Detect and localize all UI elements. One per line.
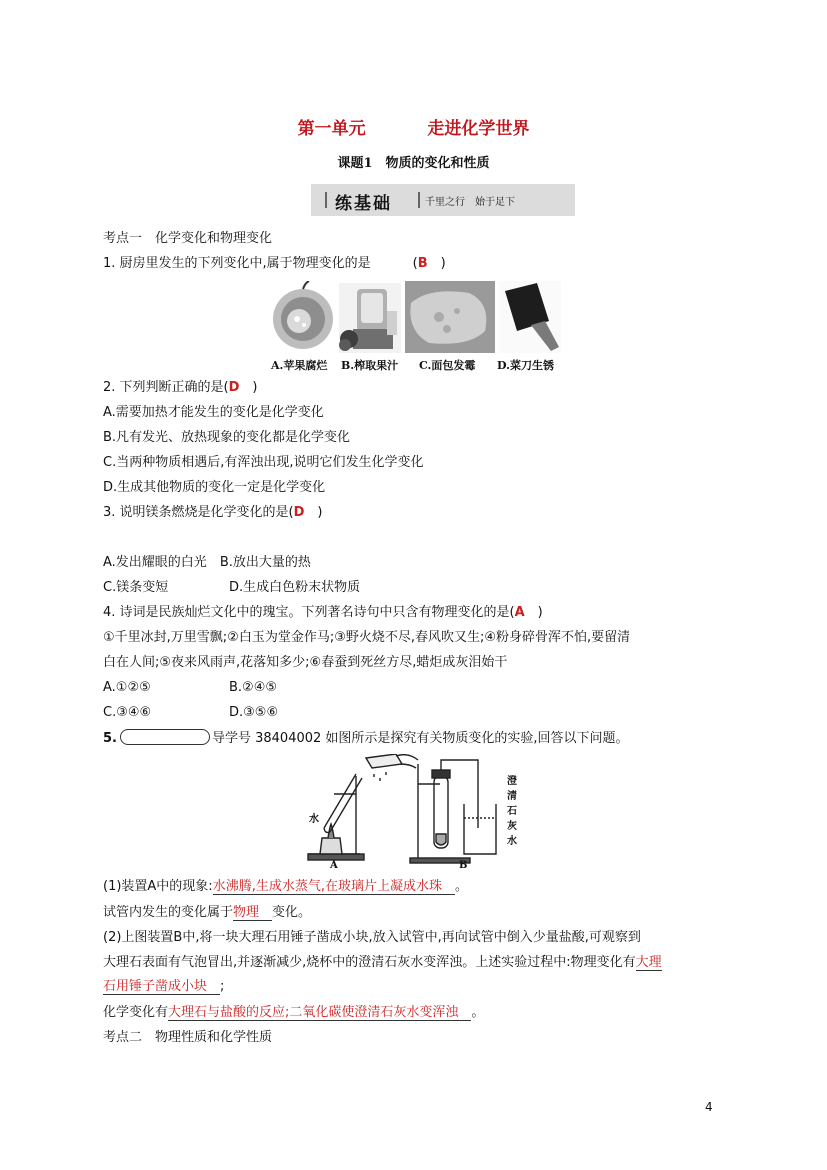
- q1-caption-a: A.苹果腐烂: [271, 359, 328, 372]
- q5-part2-line3: 石用锤子凿成小块 ;: [103, 979, 225, 994]
- label-limewater: 澄 清 石 灰 水: [507, 776, 517, 847]
- rotten-apple-image: [273, 281, 333, 349]
- q5-answer-2: 物理: [233, 905, 272, 921]
- q1-answer: B: [417, 256, 428, 271]
- practice-banner: [311, 184, 575, 216]
- question-2: 2. 下列判断正确的是(D ): [103, 380, 258, 395]
- q3-option-d: D.生成白色粉末状物质: [229, 580, 361, 595]
- q1-stem: 1. 厨房里发生的下列变化中,属于物理变化的是: [103, 256, 371, 271]
- q2-stem: 2. 下列判断正确的是(: [103, 380, 229, 395]
- q3-option-b: B.放出大量的热: [219, 555, 311, 570]
- q2-option-a: A.需要加热才能发生的变化是化学变化: [103, 405, 324, 420]
- q5-answer-3a: 大理: [635, 955, 662, 970]
- q4-option-b: B.②④⑤: [229, 680, 278, 695]
- label-water: 水: [309, 814, 319, 825]
- q4-answer: A: [514, 605, 525, 620]
- rusty-knife-image: [499, 281, 561, 353]
- q5-answer-3b: 石用锤子凿成小块: [103, 979, 220, 995]
- question-3: 3. 说明镁条燃烧是化学变化的是(D ): [103, 505, 323, 520]
- apparatus-drawing: [300, 754, 530, 874]
- banner-motto: 千里之行 始于足下: [425, 197, 515, 208]
- q2-option-c: C.当两种物质相遇后,有浑浊出现,说明它们发生化学变化: [103, 455, 424, 470]
- juicer-image: [339, 283, 401, 353]
- q5-part2-line1: (2)上图装置B中,将一块大理石用锤子凿成小块,放入试管中,再向试管中倒入少量盐酸,可观察到: [103, 930, 641, 945]
- q5-answer-1: 水沸腾,生成水蒸气,在玻璃片上凝成水珠: [213, 879, 455, 895]
- guide-box: [120, 729, 210, 745]
- q5-part1: (1)装置A中的现象:水沸腾,生成水蒸气,在玻璃片上凝成水珠 。: [103, 879, 468, 894]
- question-4: 4. 诗词是民族灿烂文化中的瑰宝。下列著名诗句中只含有物理变化的是(A ): [103, 605, 543, 620]
- moldy-bread-image: [405, 281, 495, 353]
- section-heading-2: 考点二 物理性质和化学性质: [103, 1030, 273, 1045]
- q1-images: [269, 281, 563, 353]
- q4-poems-line2: 白在人间;⑤夜来风雨声,花落知多少;⑥春蚕到死丝方尽,蜡炬成灰泪始干: [103, 655, 508, 670]
- q5-stem: 导学号 38404002 如图所示是探究有关物质变化的实验,回答以下问题。: [211, 731, 629, 746]
- q5-answer-4: 大理石与盐酸的反应;二氧化碳使澄清石灰水变浑浊: [168, 1005, 471, 1021]
- q4-option-d: D.③⑤⑥: [229, 705, 279, 720]
- label-b: B: [459, 860, 468, 871]
- q3-stem: 3. 说明镁条燃烧是化学变化的是(: [103, 505, 294, 520]
- q1-caption-d: D.菜刀生锈: [497, 359, 554, 372]
- question-5: [103, 729, 629, 748]
- q2-option-d: D.生成其他物质的变化一定是化学变化: [103, 480, 326, 495]
- q5-apparatus-figure: [300, 754, 530, 874]
- q3-answer: D: [293, 505, 305, 520]
- q2-answer: D: [228, 380, 240, 395]
- q3-option-a: A.发出耀眼的白光: [103, 555, 207, 570]
- q1-caption-c: C.面包发霉: [419, 359, 476, 372]
- unit-number: 第一单元: [297, 119, 366, 139]
- q1-caption-b: B.榨取果汁: [341, 359, 399, 372]
- q5-number: 5.: [103, 731, 117, 746]
- q2-option-b: B.凡有发光、放热现象的变化都是化学变化: [103, 430, 351, 445]
- q4-stem: 4. 诗词是民族灿烂文化中的瑰宝。下列著名诗句中只含有物理变化的是(: [103, 605, 515, 620]
- section-heading-1: 考点一 化学变化和物理变化: [103, 231, 273, 246]
- unit-title: [0, 114, 827, 139]
- q5-part2-line4: 化学变化有大理石与盐酸的反应;二氧化碳使澄清石灰水变浑浊 。: [103, 1005, 485, 1020]
- banner-main: 练基础: [335, 194, 392, 214]
- label-a: A: [330, 860, 338, 871]
- question-1: 1. 厨房里发生的下列变化中,属于物理变化的是 (B ): [103, 256, 446, 271]
- q4-option-c: C.③④⑥: [103, 705, 152, 720]
- q4-poems-line1: ①千里冰封,万里雪飘;②白玉为堂金作马;③野火烧不尽,春风吹又生;④粉身碎骨浑不怕,要留清: [103, 630, 631, 645]
- page-number: 4: [705, 1100, 713, 1114]
- q3-option-c: C.镁条变短: [103, 580, 169, 595]
- lesson-title: 课题1 物质的变化和性质: [337, 156, 490, 171]
- q3-options-row1: [103, 554, 311, 572]
- unit-name: 走进化学世界: [427, 119, 530, 139]
- q4-option-a: A.①②⑤: [103, 680, 151, 695]
- q5-part2-line2: 大理石表面有气泡冒出,并逐渐减少,烧杯中的澄清石灰水变浑浊。上述实验过程中:物理变化有大理: [103, 955, 662, 970]
- q5-part1b: 试管内发生的变化属于物理 变化。: [103, 905, 312, 920]
